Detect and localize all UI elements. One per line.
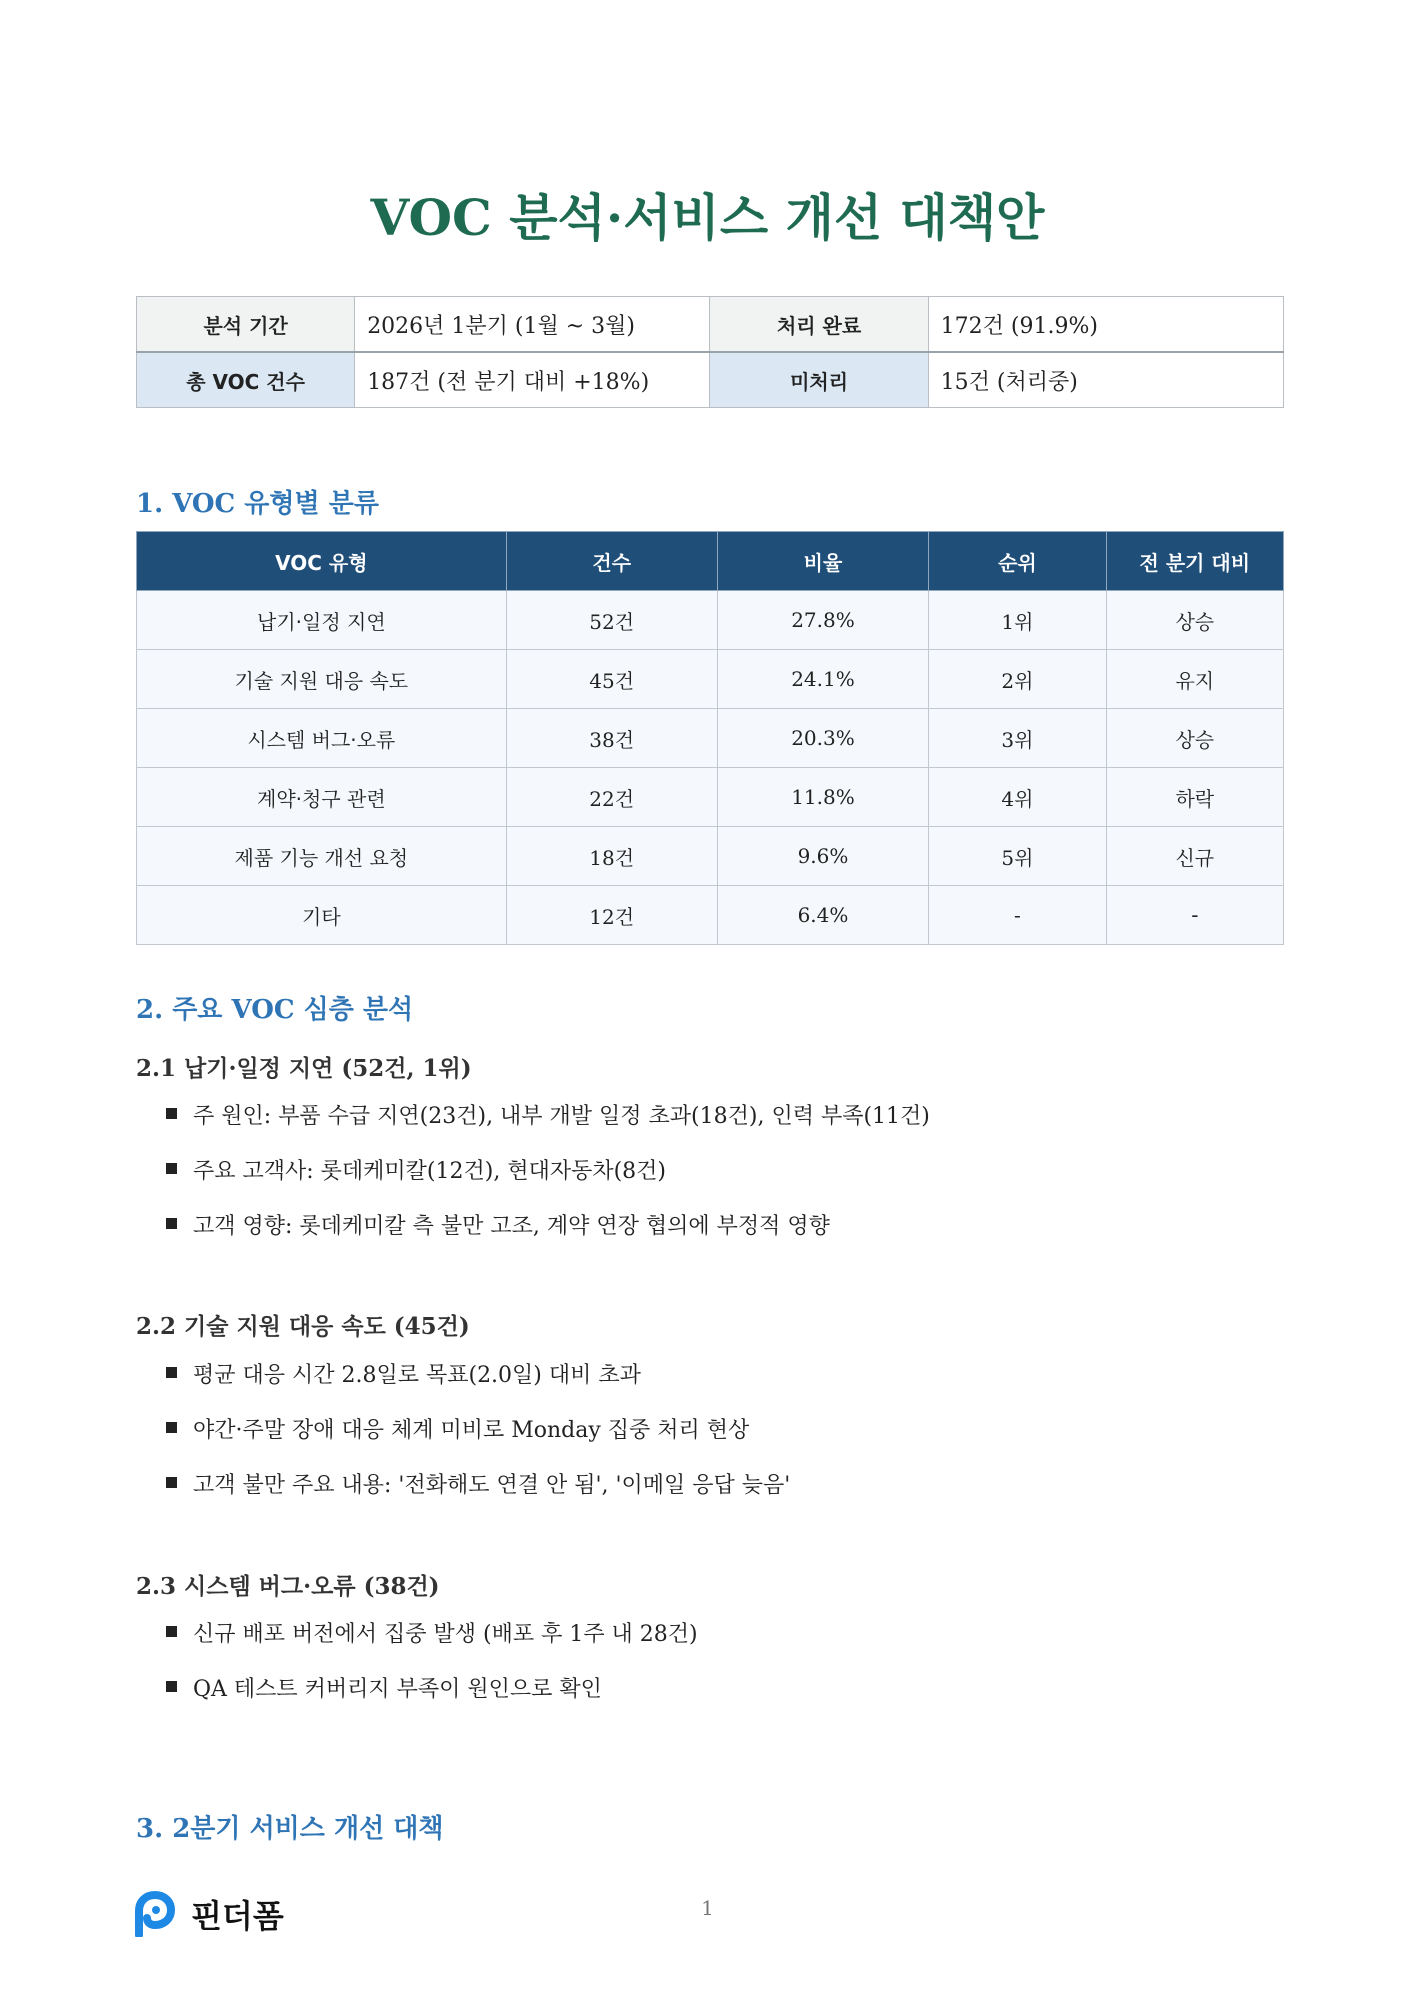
- column-header: VOC 유형: [137, 532, 507, 591]
- list-item-text: 고객 불만 주요 내용: '전화해도 연결 안 됨', '이메일 응답 늦음': [193, 1473, 791, 1498]
- table-row: [137, 591, 1284, 650]
- trend-cell: 유지: [1106, 650, 1283, 709]
- count-cell: 12건: [506, 886, 717, 945]
- voc-type-cell: 시스템 버그·오류: [137, 709, 507, 768]
- list-item: [166, 1672, 698, 1727]
- ratio-cell: 24.1%: [717, 650, 928, 709]
- list-item-text: QA 테스트 커버리지 부족이 원인으로 확인: [193, 1677, 602, 1702]
- table-row: [137, 827, 1284, 886]
- count-cell: 18건: [506, 827, 717, 886]
- subsection-2-3-heading: 2.3 시스템 버그·오류 (38건): [136, 1573, 440, 1600]
- list-item-text: 주요 고객사: 롯데케미칼(12건), 현대자동차(8건): [193, 1159, 666, 1184]
- list-item-text: 신규 배포 버전에서 집중 발생 (배포 후 1주 내 28건): [193, 1622, 698, 1647]
- column-header: 비율: [717, 532, 928, 591]
- rank-cell: 2위: [929, 650, 1106, 709]
- list-item: [166, 1154, 930, 1209]
- trend-cell: 하락: [1106, 768, 1283, 827]
- trend-cell: 상승: [1106, 591, 1283, 650]
- list-item-text: 평균 대응 시간 2.8일로 목표(2.0일) 대비 초과: [193, 1363, 641, 1388]
- list-item: [166, 1099, 930, 1154]
- square-bullet-icon: [166, 1163, 177, 1174]
- count-cell: 22건: [506, 768, 717, 827]
- pending-label: 미처리: [710, 352, 928, 408]
- count-cell: 52건: [506, 591, 717, 650]
- square-bullet-icon: [166, 1626, 177, 1637]
- voc-type-table: [136, 531, 1284, 945]
- ratio-cell: 9.6%: [717, 827, 928, 886]
- trend-cell: 신규: [1106, 827, 1283, 886]
- list-item: [166, 1358, 790, 1413]
- square-bullet-icon: [166, 1108, 177, 1119]
- square-bullet-icon: [166, 1477, 177, 1488]
- summary-row: [137, 352, 1284, 408]
- square-bullet-icon: [166, 1218, 177, 1229]
- section2-heading: 2. 주요 VOC 심층 분석: [136, 995, 414, 1025]
- period-value: 2026년 1분기 (1월 ~ 3월): [355, 297, 710, 353]
- subsection-2-3-list: [166, 1617, 698, 1727]
- section1-heading: 1. VOC 유형별 분류: [136, 489, 379, 519]
- voc-type-cell: 제품 기능 개선 요청: [137, 827, 507, 886]
- voc-type-cell: 납기·일정 지연: [137, 591, 507, 650]
- rank-cell: 1위: [929, 591, 1106, 650]
- count-cell: 45건: [506, 650, 717, 709]
- list-item: [166, 1468, 790, 1523]
- square-bullet-icon: [166, 1422, 177, 1433]
- voc-type-cell: 기타: [137, 886, 507, 945]
- page-number: 1: [701, 1896, 714, 1920]
- logo-text: 핀더폼: [191, 1897, 284, 1935]
- period-label: 분석 기간: [137, 297, 355, 353]
- rank-cell: -: [929, 886, 1106, 945]
- list-item: [166, 1617, 698, 1672]
- column-header: 건수: [506, 532, 717, 591]
- table-row: [137, 709, 1284, 768]
- rank-cell: 3위: [929, 709, 1106, 768]
- list-item: [166, 1209, 930, 1264]
- document-title: VOC 분석·서비스 개선 대책안: [370, 188, 1045, 247]
- subsection-2-1-heading: 2.1 납기·일정 지연 (52건, 1위): [136, 1055, 472, 1082]
- rank-cell: 4위: [929, 768, 1106, 827]
- table-header-row: [137, 532, 1284, 591]
- list-item-text: 야간·주말 장애 대응 체계 미비로 Monday 집중 처리 현상: [193, 1418, 750, 1443]
- square-bullet-icon: [166, 1367, 177, 1378]
- ratio-cell: 11.8%: [717, 768, 928, 827]
- ratio-cell: 20.3%: [717, 709, 928, 768]
- ratio-cell: 6.4%: [717, 886, 928, 945]
- rank-cell: 5위: [929, 827, 1106, 886]
- subsection-2-1-list: [166, 1099, 930, 1264]
- subsection-2-2-heading: 2.2 기술 지원 대응 속도 (45건): [136, 1313, 470, 1340]
- column-header: 순위: [929, 532, 1106, 591]
- list-item-text: 고객 영향: 롯데케미칼 측 불만 고조, 계약 연장 협의에 부정적 영향: [193, 1214, 830, 1239]
- voc-type-cell: 기술 지원 대응 속도: [137, 650, 507, 709]
- subsection-2-2-list: [166, 1358, 790, 1523]
- column-header: 전 분기 대비: [1106, 532, 1283, 591]
- total-value: 187건 (전 분기 대비 +18%): [355, 352, 710, 408]
- ratio-cell: 27.8%: [717, 591, 928, 650]
- voc-type-cell: 계약·청구 관련: [137, 768, 507, 827]
- summary-table: [136, 296, 1284, 408]
- pending-value: 15건 (처리중): [928, 352, 1283, 408]
- trend-cell: 상승: [1106, 709, 1283, 768]
- square-bullet-icon: [166, 1681, 177, 1692]
- done-label: 처리 완료: [710, 297, 928, 353]
- table-row: [137, 886, 1284, 945]
- total-label: 총 VOC 건수: [137, 352, 355, 408]
- trend-cell: -: [1106, 886, 1283, 945]
- section3-heading: 3. 2분기 서비스 개선 대책: [136, 1814, 444, 1844]
- summary-row: [137, 297, 1284, 353]
- count-cell: 38건: [506, 709, 717, 768]
- done-value: 172건 (91.9%): [928, 297, 1283, 353]
- list-item-text: 주 원인: 부품 수급 지연(23건), 내부 개발 일정 초과(18건), 인력 부족(11건): [193, 1104, 930, 1129]
- list-item: [166, 1413, 790, 1468]
- table-row: [137, 650, 1284, 709]
- table-row: [137, 768, 1284, 827]
